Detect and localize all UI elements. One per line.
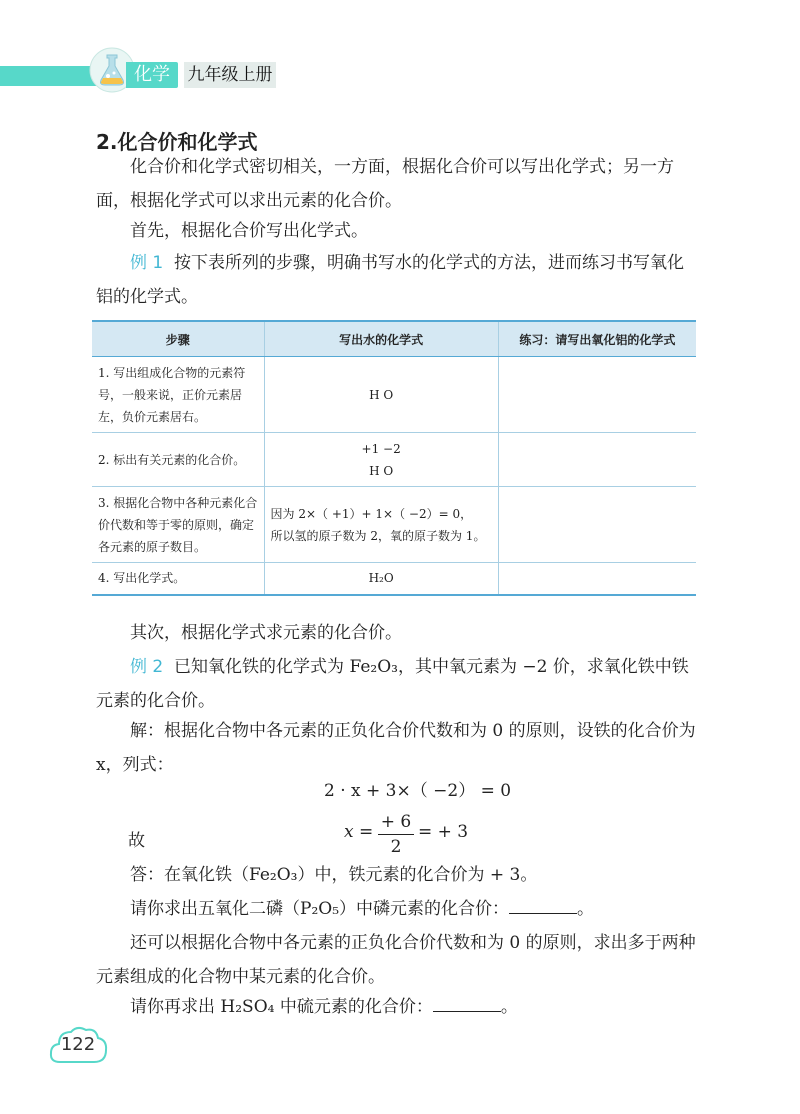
intro-paragraph: 化合价和化学式密切相关，一方面，根据化合价可以写出化学式；另一方面，根据化学式可以求出元素的化合价。 [96, 157, 674, 211]
fraction-denominator: 2 [390, 837, 402, 857]
example2-text: 已知氧化铁的化学式为 Fe₂O₃，其中氧元素为 −2 价，求氧化铁中铁元素的化合价。 [96, 657, 689, 711]
first-paragraph: 首先，根据化合价写出化学式。 [130, 221, 368, 241]
example1-text: 按下表所列的步骤，明确书写水的化学式的方法，进而练习书写氧化铝的化学式。 [96, 253, 685, 307]
water-formula: H₂O [368, 571, 394, 586]
exercise1-text: 请你求出五氧化二磷（P₂O₅）中磷元素的化合价： [130, 899, 510, 919]
page-number: 122 [60, 1034, 96, 1055]
therefore-label: 故 [128, 831, 145, 851]
exercise1-paragraph: 请你求出五氧化二磷（P₂O₅）中磷元素的化合价： 。 [130, 899, 595, 919]
practice-cell [498, 433, 696, 487]
water-cell [264, 433, 498, 487]
solution-paragraph: 解：根据化合物中各元素的正负化合价代数和为 0 的原则，设铁的化合价为 x，列式： [96, 721, 696, 775]
header-water: 写出水的化学式 [264, 321, 498, 357]
example1-paragraph [96, 246, 696, 314]
practice-cell [498, 357, 696, 433]
step-cell: 3. 根据化合物中各种元素化合价代数和等于零的原则，确定各元素的原子数目。 [92, 487, 264, 563]
table-row [92, 433, 696, 487]
practice-cell [498, 563, 696, 595]
water-valence: +1 −2 [361, 441, 401, 456]
example2-label: 例 2 [130, 657, 164, 677]
water-cell [264, 487, 498, 563]
subject-tab: 化学 [126, 62, 178, 88]
fraction-numerator: + 6 [380, 812, 412, 832]
water-calc: 因为 2×（ +1）+ 1×（ −2）= 0， [270, 506, 473, 521]
exercise2-text: 请你再求出 H₂SO₄ 中硫元素的化合价： [130, 997, 433, 1017]
grade-label: 九年级上册 [184, 62, 276, 88]
example1-label: 例 1 [130, 253, 164, 273]
water-cell [264, 563, 498, 595]
water-cell [264, 357, 498, 433]
table-row [92, 563, 696, 595]
table-row [92, 357, 696, 433]
second-paragraph: 其次，根据化学式求元素的化合价。 [130, 623, 402, 643]
exercise2-paragraph: 请你再求出 H₂SO₄ 中硫元素的化合价： 。 [130, 997, 518, 1017]
header-practice: 练习：请写出氧化铝的化学式 [498, 321, 696, 357]
water-line: H O [369, 463, 394, 478]
answer-blank[interactable] [433, 995, 501, 1012]
equation: 2 · x + 3×（ −2） = 0 [324, 781, 512, 801]
fraction-result: = + 3 [418, 822, 469, 842]
water-conclusion: 所以氢的原子数为 2，氧的原子数为 1。 [270, 528, 486, 543]
step-cell: 1. 写出组成化合物的元素符号，一般来说，正价元素居左，负价元素居右。 [92, 357, 264, 433]
extra-paragraph: 还可以根据化合物中各元素的正负化合价代数和为 0 的原则，求出多于两种元素组成的化合物中某元素的化合价。 [96, 933, 696, 987]
example2-paragraph [96, 650, 696, 718]
header-step: 步骤 [92, 321, 264, 357]
section-title: 2.化合价和化学式 [96, 130, 258, 154]
steps-table [92, 320, 696, 596]
fraction [378, 810, 414, 859]
table-row [92, 487, 696, 563]
step-cell: 2. 标出有关元素的化合价。 [92, 433, 264, 487]
table-header-row [92, 321, 696, 357]
step-cell: 4. 写出化学式。 [92, 563, 264, 595]
header-band [0, 66, 100, 86]
x-equals: x = [344, 822, 374, 842]
practice-cell [498, 487, 696, 563]
answer-paragraph: 答：在氧化铁（Fe₂O₃）中，铁元素的化合价为 + 3。 [130, 865, 538, 885]
water-line: H O [369, 387, 394, 402]
answer-blank[interactable] [509, 897, 577, 914]
